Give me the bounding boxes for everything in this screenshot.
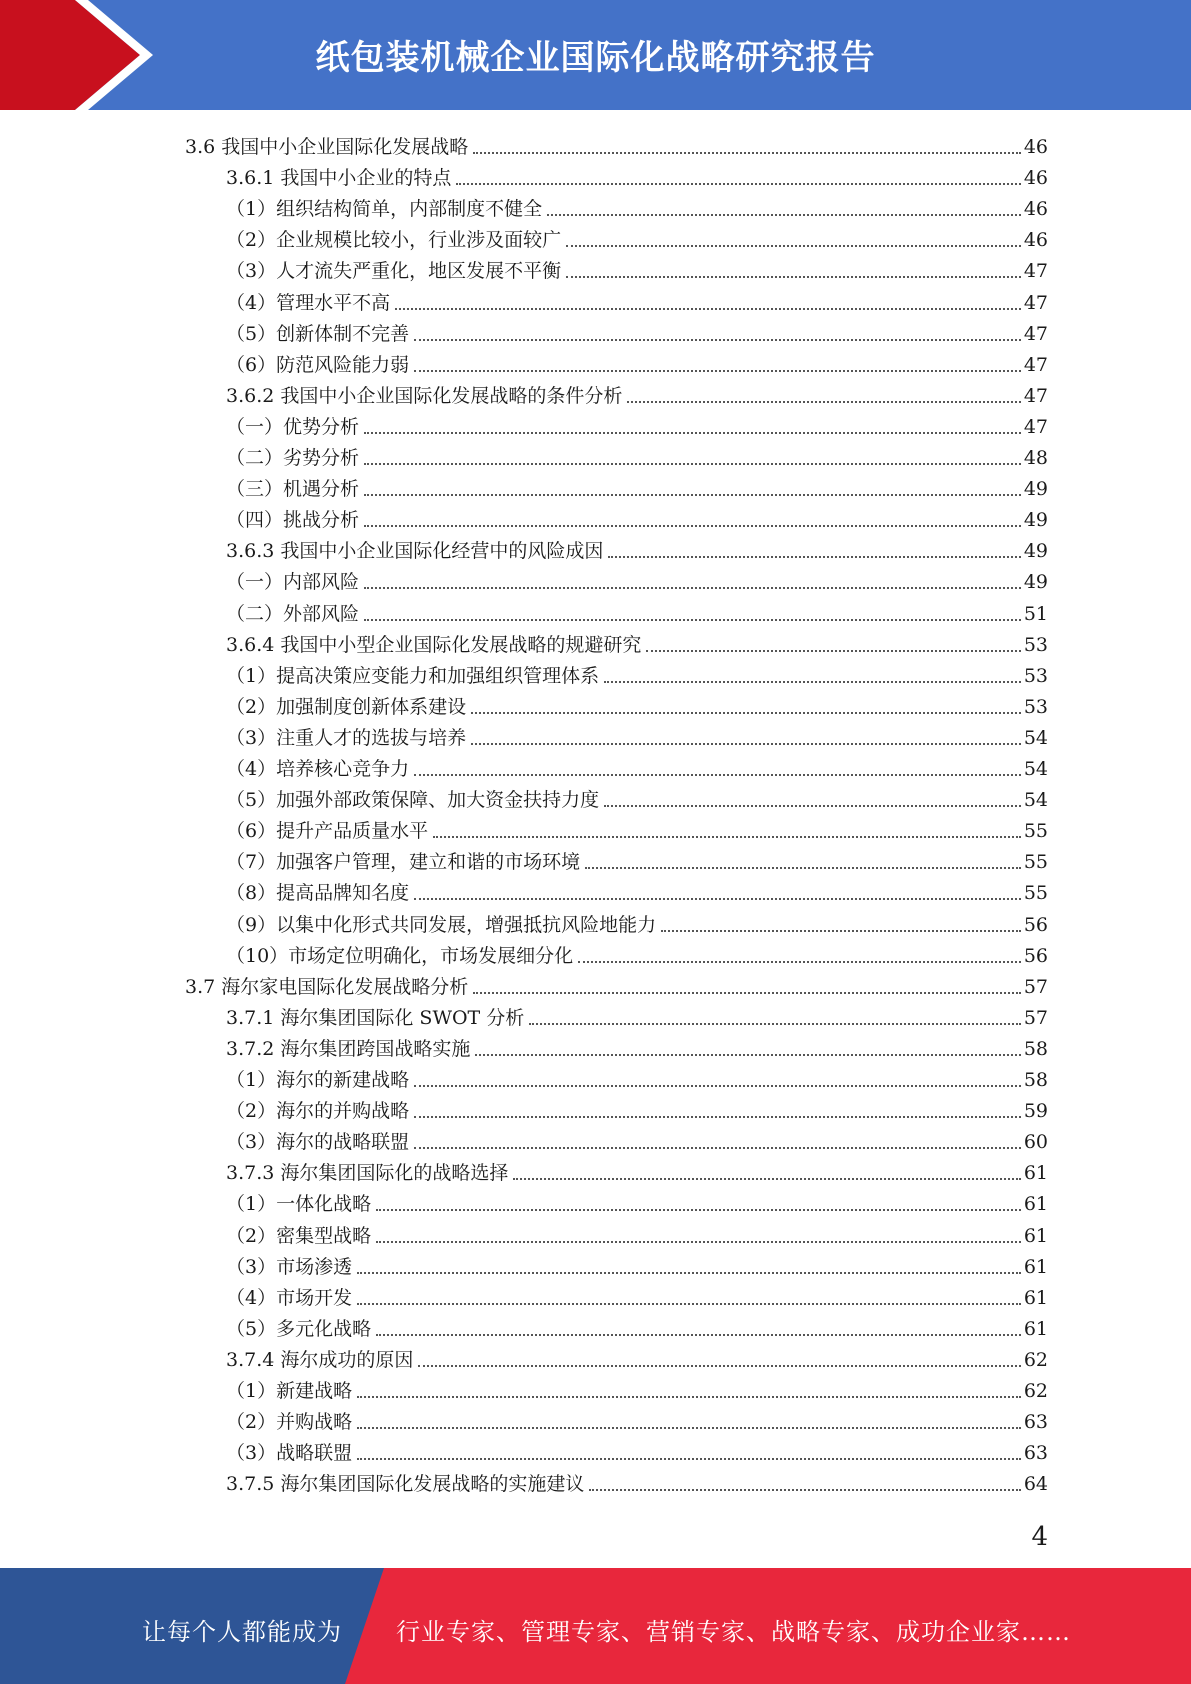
toc-dot-leader bbox=[414, 897, 1021, 900]
toc-entry[interactable] bbox=[226, 1279, 1048, 1310]
toc-entry[interactable] bbox=[226, 688, 1048, 719]
toc-entry[interactable] bbox=[226, 439, 1048, 470]
toc-entry[interactable] bbox=[226, 377, 1048, 408]
toc-entry-label: （6）防范风险能力弱 bbox=[226, 353, 410, 376]
toc-entry-page: 53 bbox=[1023, 695, 1048, 718]
toc-entry[interactable] bbox=[226, 1434, 1048, 1465]
toc-entry-label: （1）组织结构简单，内部制度不健全 bbox=[226, 198, 543, 221]
toc-entry[interactable] bbox=[226, 999, 1048, 1030]
toc-dot-leader bbox=[414, 338, 1021, 341]
toc-entry-page: 46 bbox=[1023, 198, 1048, 221]
toc-dot-leader bbox=[376, 1333, 1021, 1336]
toc-entry-page: 47 bbox=[1023, 384, 1048, 407]
toc-entry[interactable] bbox=[226, 1030, 1048, 1061]
toc-dot-leader bbox=[357, 1302, 1021, 1305]
toc-entry[interactable] bbox=[185, 968, 1048, 999]
toc-dot-leader bbox=[364, 586, 1021, 589]
header-banner bbox=[0, 0, 1191, 110]
toc-dot-leader bbox=[364, 524, 1021, 527]
toc-entry-label: （7）加强客户管理，建立和谐的市场环境 bbox=[226, 851, 581, 874]
toc-dot-leader bbox=[414, 1146, 1021, 1149]
toc-entry-label: 3.7.2 海尔集团跨国战略实施 bbox=[226, 1037, 471, 1060]
toc-dot-leader bbox=[471, 711, 1021, 714]
toc-entry-page: 54 bbox=[1023, 789, 1048, 812]
toc-entry-page: 49 bbox=[1023, 540, 1048, 563]
toc-entry-label: 3.6.3 我国中小企业国际化经营中的风险成因 bbox=[226, 540, 604, 563]
toc-entry-label: （4）市场开发 bbox=[226, 1286, 353, 1309]
toc-entry-page: 47 bbox=[1023, 291, 1048, 314]
toc-dot-leader bbox=[364, 462, 1021, 465]
toc-entry[interactable] bbox=[226, 284, 1048, 315]
toc-entry-label: （5）多元化战略 bbox=[226, 1317, 372, 1340]
toc-entry[interactable] bbox=[226, 1341, 1048, 1372]
toc-entry[interactable] bbox=[226, 346, 1048, 377]
toc-entry-page: 47 bbox=[1023, 322, 1048, 345]
toc-entry-page: 54 bbox=[1023, 726, 1048, 749]
toc-dot-leader bbox=[357, 1271, 1021, 1274]
toc-entry-page: 60 bbox=[1023, 1131, 1048, 1154]
toc-entry-label: （3）人才流失严重化，地区发展不平衡 bbox=[226, 260, 562, 283]
toc-entry-page: 58 bbox=[1023, 1037, 1048, 1060]
toc-entry[interactable] bbox=[226, 937, 1048, 968]
toc-entry-page: 46 bbox=[1023, 136, 1048, 158]
toc-entry-page: 51 bbox=[1023, 602, 1048, 625]
toc-entry-page: 59 bbox=[1023, 1100, 1048, 1123]
toc-dot-leader bbox=[513, 1177, 1020, 1180]
toc-dot-leader bbox=[364, 431, 1021, 434]
toc-entry-page: 55 bbox=[1023, 851, 1048, 874]
toc-entry-label: （1）一体化战略 bbox=[226, 1193, 372, 1216]
toc-entry-page: 46 bbox=[1023, 167, 1048, 190]
toc-entry[interactable] bbox=[226, 812, 1048, 843]
toc-entry-label: 3.7.4 海尔成功的原因 bbox=[226, 1348, 414, 1371]
toc-entry-page: 53 bbox=[1023, 633, 1048, 656]
toc-entry-page: 55 bbox=[1023, 820, 1048, 843]
toc-entry-page: 61 bbox=[1023, 1224, 1048, 1247]
page-number: 4 bbox=[1031, 1522, 1048, 1552]
toc-entry-page: 57 bbox=[1023, 975, 1048, 998]
toc-entry-label: （2）密集型战略 bbox=[226, 1224, 372, 1247]
toc-dot-leader bbox=[357, 1395, 1021, 1398]
toc-entry-page: 49 bbox=[1023, 509, 1048, 532]
toc-entry-page: 55 bbox=[1023, 882, 1048, 905]
toc-entry-label: 3.6.4 我国中小型企业国际化发展战略的规避研究 bbox=[226, 633, 642, 656]
toc-entry-label: （8）提高品牌知名度 bbox=[226, 882, 410, 905]
toc-dot-leader bbox=[646, 649, 1020, 652]
document-title: 纸包装机械企业国际化战略研究报告 bbox=[315, 38, 876, 78]
toc-entry-page: 49 bbox=[1023, 571, 1048, 594]
toc-dot-leader bbox=[364, 493, 1021, 496]
toc-dot-leader bbox=[473, 991, 1021, 994]
toc-entry-label: 3.6.1 我国中小企业的特点 bbox=[226, 167, 452, 190]
toc-entry-page: 63 bbox=[1023, 1411, 1048, 1434]
toc-entry-page: 47 bbox=[1023, 353, 1048, 376]
toc-entry[interactable] bbox=[226, 159, 1048, 190]
toc-entry[interactable] bbox=[226, 1248, 1048, 1279]
toc-entry-label: （5）加强外部政策保障、加大资金扶持力度 bbox=[226, 789, 600, 812]
toc-entry-page: 53 bbox=[1023, 664, 1048, 687]
toc-dot-leader bbox=[604, 804, 1021, 807]
toc-entry[interactable] bbox=[226, 532, 1048, 563]
toc-entry[interactable] bbox=[226, 1372, 1048, 1403]
toc-entry-label: （一）内部风险 bbox=[226, 571, 360, 594]
toc-entry[interactable] bbox=[226, 563, 1048, 594]
toc-entry[interactable] bbox=[226, 408, 1048, 439]
toc-dot-leader bbox=[433, 835, 1021, 838]
toc-entry-label: 3.7.5 海尔集团国际化发展战略的实施建议 bbox=[226, 1473, 585, 1496]
toc-entry-label: （2）海尔的并购战略 bbox=[226, 1100, 410, 1123]
toc-entry[interactable] bbox=[226, 843, 1048, 874]
toc-entry[interactable] bbox=[226, 719, 1048, 750]
toc-entry[interactable] bbox=[226, 315, 1048, 346]
toc-entry-label: 3.7.3 海尔集团国际化的战略选择 bbox=[226, 1162, 509, 1185]
toc-entry-label: （2）加强制度创新体系建设 bbox=[226, 695, 467, 718]
toc-entry[interactable] bbox=[226, 657, 1048, 688]
toc-entry-label: （6）提升产品质量水平 bbox=[226, 820, 429, 843]
toc-entry-page: 47 bbox=[1023, 415, 1048, 438]
toc-entry[interactable] bbox=[226, 1217, 1048, 1248]
toc-entry[interactable] bbox=[226, 221, 1048, 252]
toc-dot-leader bbox=[475, 1053, 1020, 1056]
toc-entry-label: （5）创新体制不完善 bbox=[226, 322, 410, 345]
toc-entry-page: 47 bbox=[1023, 260, 1048, 283]
toc-dot-leader bbox=[414, 369, 1021, 372]
toc-entry[interactable] bbox=[226, 1154, 1048, 1185]
toc-entry[interactable] bbox=[226, 750, 1048, 781]
toc-entry-page: 61 bbox=[1023, 1193, 1048, 1216]
toc-dot-leader bbox=[418, 1364, 1020, 1367]
footer-banner bbox=[0, 1568, 1191, 1684]
toc-entry[interactable] bbox=[226, 1465, 1048, 1496]
toc-entry-label: 3.7.1 海尔集团国际化 SWOT 分析 bbox=[226, 1006, 525, 1029]
toc-entry-page: 61 bbox=[1023, 1255, 1048, 1278]
toc-entry-page: 54 bbox=[1023, 758, 1048, 780]
toc-dot-leader bbox=[627, 400, 1020, 403]
toc-entry[interactable] bbox=[226, 1403, 1048, 1434]
toc-entry-page: 64 bbox=[1023, 1473, 1048, 1496]
toc-entry-label: （2）并购战略 bbox=[226, 1411, 353, 1434]
toc-entry[interactable] bbox=[185, 128, 1048, 159]
footer-roles: 行业专家、管理专家、营销专家、战略专家、成功企业家…… bbox=[396, 1618, 1071, 1646]
toc-entry[interactable] bbox=[226, 1310, 1048, 1341]
toc-entry-page: 61 bbox=[1023, 1286, 1048, 1309]
toc-entry-label: （四）挑战分析 bbox=[226, 509, 360, 532]
toc-entry[interactable] bbox=[226, 595, 1048, 626]
toc-entry-label: （1）海尔的新建战略 bbox=[226, 1069, 410, 1091]
toc-entry-label: （一）优势分析 bbox=[226, 415, 360, 438]
toc-dot-leader bbox=[566, 244, 1021, 247]
toc-dot-leader bbox=[589, 1488, 1020, 1491]
toc-entry-page: 48 bbox=[1023, 447, 1048, 469]
toc-entry-label: （9）以集中化形式共同发展，增强抵抗风险地能力 bbox=[226, 913, 657, 936]
toc-entry-label: （4）培养核心竞争力 bbox=[226, 758, 410, 780]
toc-entry[interactable] bbox=[226, 1185, 1048, 1216]
toc-entry[interactable] bbox=[226, 1123, 1048, 1154]
toc-entry-label: 3.6 我国中小企业国际化发展战略 bbox=[185, 136, 469, 158]
toc-entry-label: （1）提高决策应变能力和加强组织管理体系 bbox=[226, 664, 600, 687]
toc-entry-label: （2）企业规模比较小，行业涉及面较广 bbox=[226, 229, 562, 252]
toc-entry-page: 61 bbox=[1023, 1317, 1048, 1340]
toc-entry[interactable] bbox=[226, 470, 1048, 501]
toc-entry-page: 56 bbox=[1023, 944, 1048, 967]
toc-dot-leader bbox=[357, 1457, 1021, 1460]
toc-entry-label: 3.7 海尔家电国际化发展战略分析 bbox=[185, 975, 469, 998]
toc-dot-leader bbox=[414, 1084, 1021, 1087]
toc-entry[interactable] bbox=[226, 1092, 1048, 1123]
toc-entry[interactable] bbox=[226, 1061, 1048, 1092]
toc-dot-leader bbox=[364, 618, 1021, 621]
toc-dot-leader bbox=[608, 555, 1020, 558]
toc-dot-leader bbox=[661, 929, 1021, 932]
toc-entry-label: （3）海尔的战略联盟 bbox=[226, 1131, 410, 1154]
toc-entry-label: （10）市场定位明确化，市场发展细分化 bbox=[226, 944, 574, 967]
toc-entry-page: 62 bbox=[1023, 1380, 1048, 1402]
toc-dot-leader bbox=[471, 742, 1021, 745]
toc-entry[interactable] bbox=[226, 626, 1048, 657]
toc-entry[interactable] bbox=[226, 190, 1048, 221]
toc-entry-page: 49 bbox=[1023, 478, 1048, 501]
toc-entry-label: （二）劣势分析 bbox=[226, 447, 360, 469]
toc-entry-label: （3）战略联盟 bbox=[226, 1442, 353, 1465]
toc-dot-leader bbox=[547, 213, 1021, 216]
toc-entry-label: （1）新建战略 bbox=[226, 1380, 353, 1402]
toc-entry-label: 3.6.2 我国中小企业国际化发展战略的条件分析 bbox=[226, 384, 623, 407]
toc-dot-leader bbox=[376, 1208, 1021, 1211]
toc-entry-label: （二）外部风险 bbox=[226, 602, 360, 625]
toc-dot-leader bbox=[529, 1022, 1021, 1025]
toc-dot-leader bbox=[578, 960, 1021, 963]
toc-entry-label: （3）市场渗透 bbox=[226, 1255, 353, 1278]
toc-dot-leader bbox=[473, 151, 1021, 154]
footer-slogan: 让每个人都能成为 bbox=[142, 1618, 342, 1646]
toc-entry-page: 57 bbox=[1023, 1006, 1048, 1029]
toc-entry-page: 63 bbox=[1023, 1442, 1048, 1465]
toc-entry-label: （三）机遇分析 bbox=[226, 478, 360, 501]
toc-entry[interactable] bbox=[226, 874, 1048, 905]
toc-dot-leader bbox=[414, 1115, 1021, 1118]
toc-entry[interactable] bbox=[226, 906, 1048, 937]
toc-entry-page: 58 bbox=[1023, 1069, 1048, 1091]
toc-dot-leader bbox=[566, 275, 1021, 278]
toc-entry-page: 62 bbox=[1023, 1348, 1048, 1371]
toc-dot-leader bbox=[414, 773, 1021, 776]
toc-entry-label: （4）管理水平不高 bbox=[226, 291, 391, 314]
toc-entry[interactable] bbox=[226, 501, 1048, 532]
toc-entry-page: 56 bbox=[1023, 913, 1048, 936]
toc-dot-leader bbox=[395, 307, 1021, 310]
toc-entry-page: 61 bbox=[1023, 1162, 1048, 1185]
toc-entry-label: （3）注重人才的选拔与培养 bbox=[226, 726, 467, 749]
toc-dot-leader bbox=[604, 680, 1021, 683]
toc-entry[interactable] bbox=[226, 781, 1048, 812]
toc-dot-leader bbox=[376, 1240, 1021, 1243]
toc-dot-leader bbox=[585, 866, 1021, 869]
toc-entry[interactable] bbox=[226, 252, 1048, 283]
toc-dot-leader bbox=[456, 182, 1020, 185]
toc-dot-leader bbox=[357, 1426, 1021, 1429]
toc-entry-page: 46 bbox=[1023, 229, 1048, 252]
